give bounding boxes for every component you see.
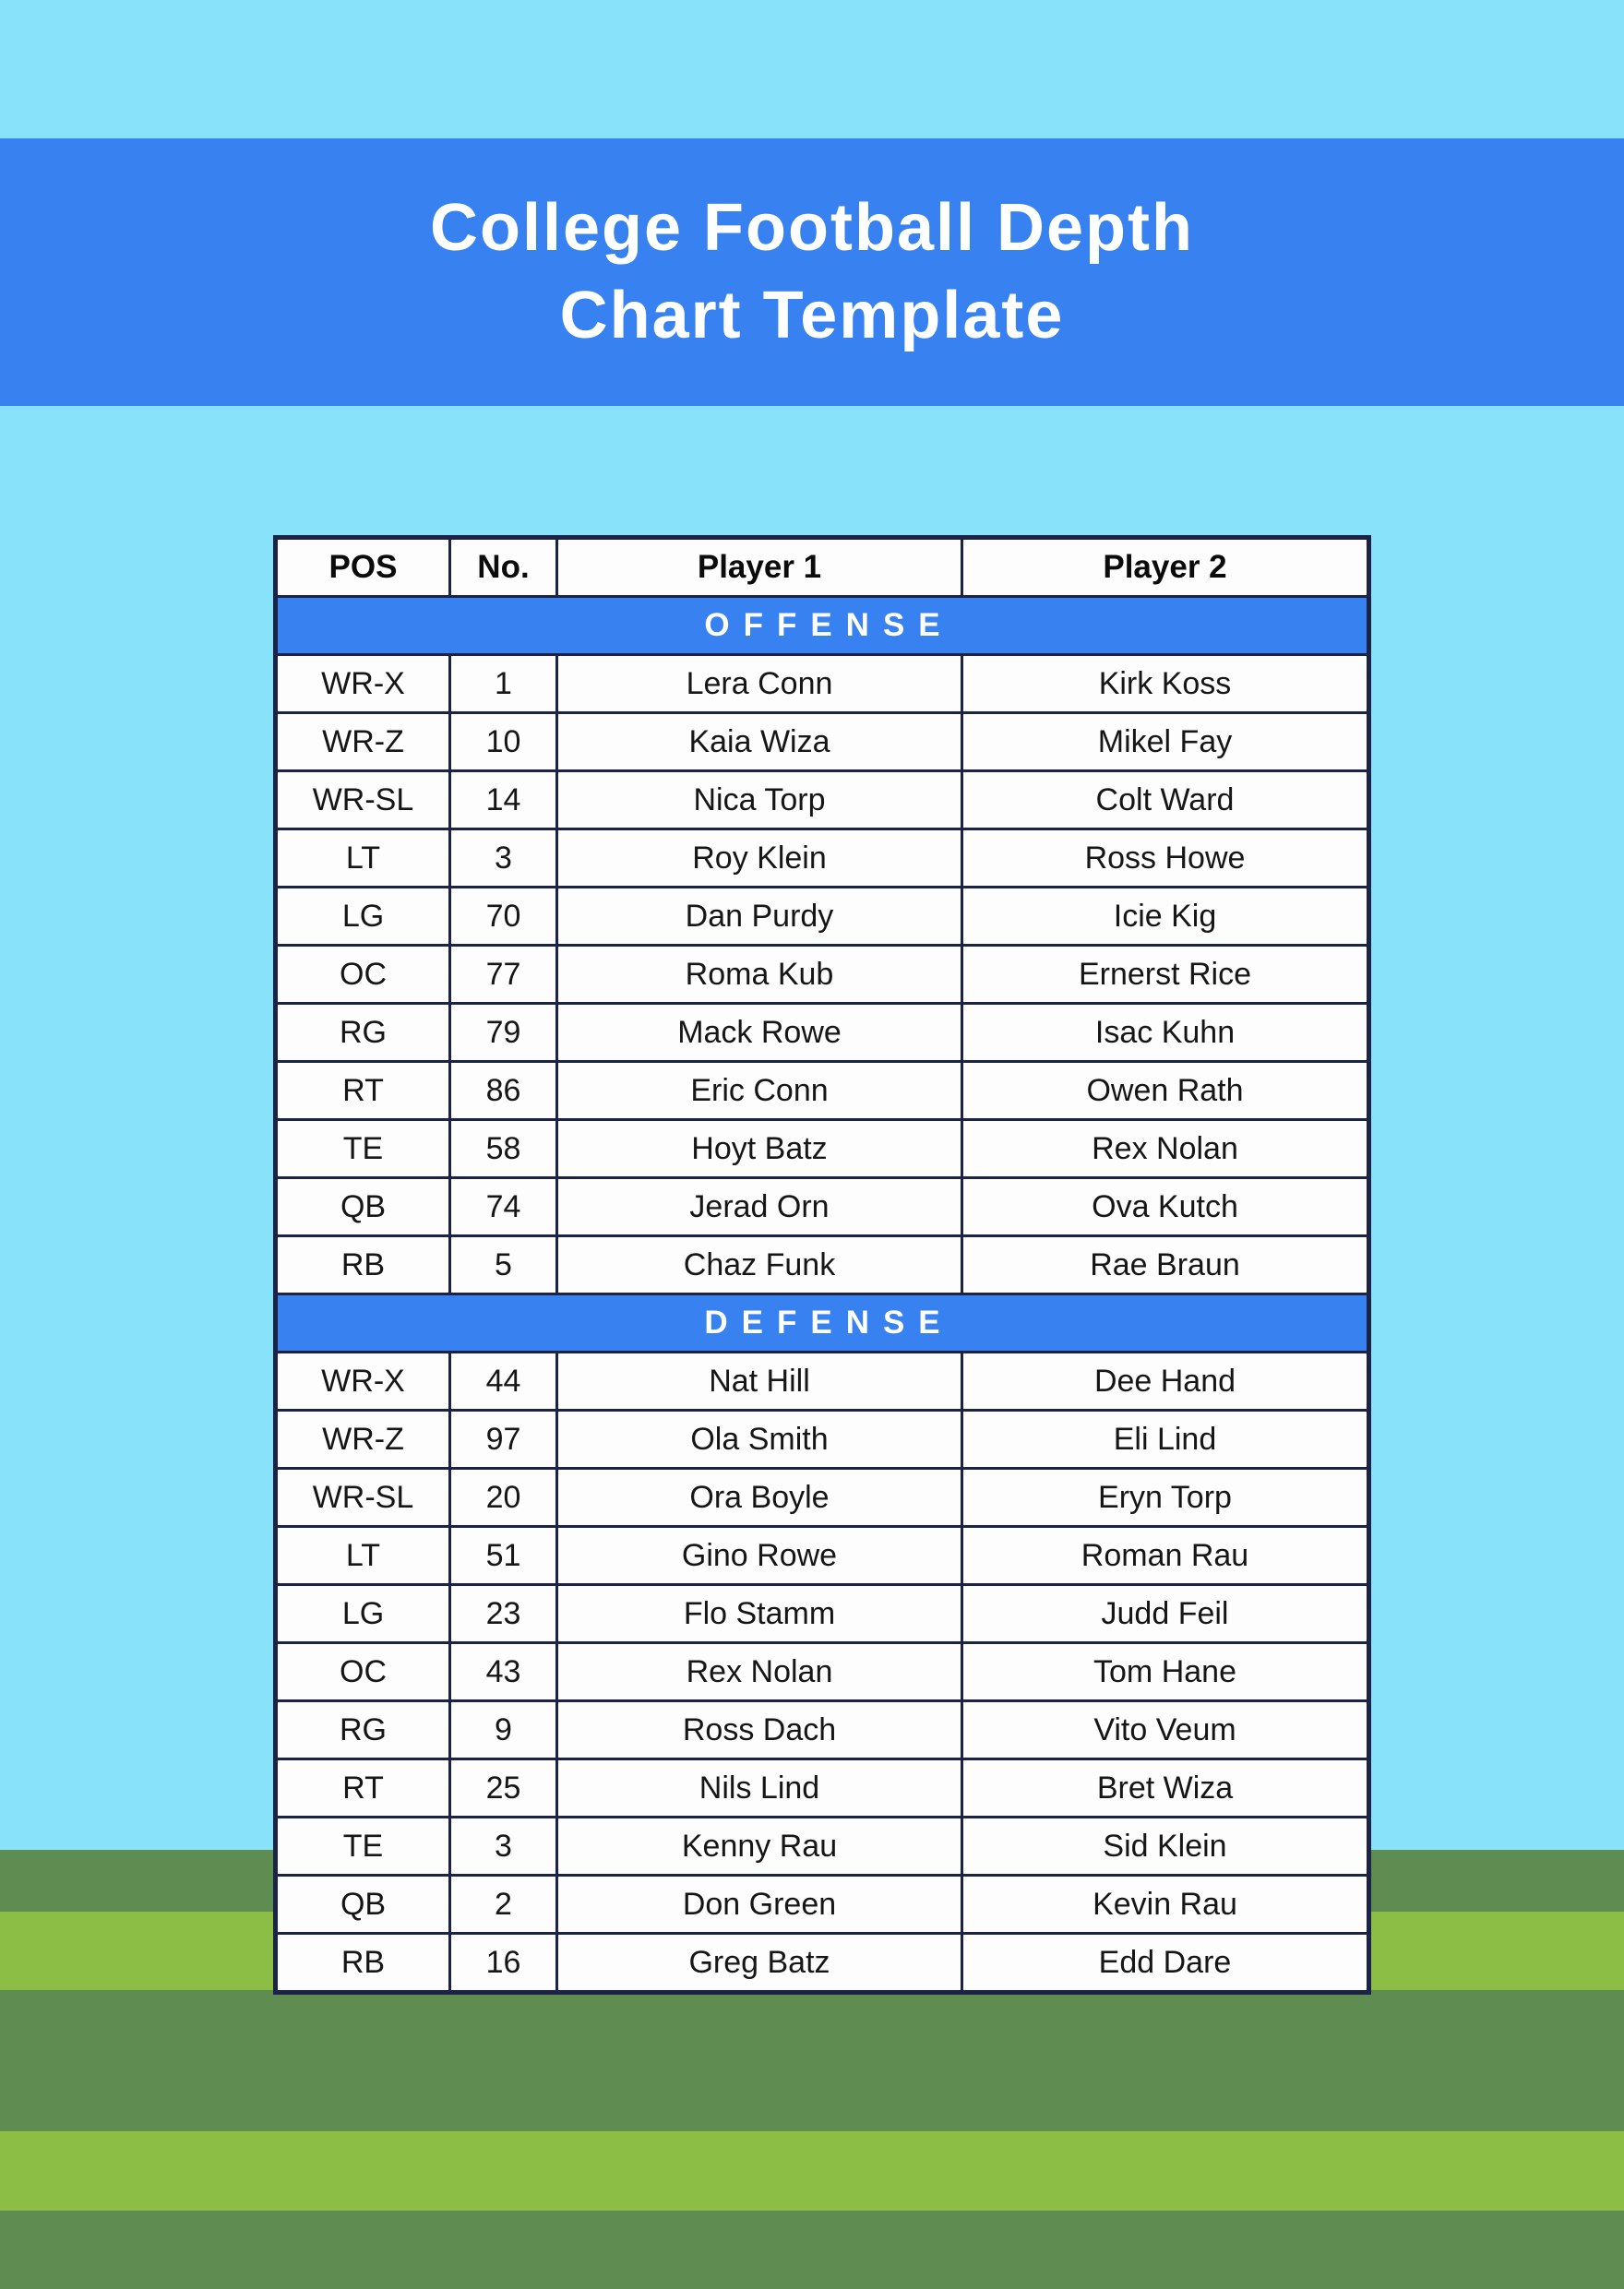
pos-cell: RG (276, 1701, 450, 1759)
player1-cell: Ola Smith (557, 1411, 962, 1469)
player2-cell: Rae Braun (962, 1236, 1369, 1294)
player1-cell: Eric Conn (557, 1062, 962, 1120)
field-stripe-5 (0, 2211, 1624, 2289)
player1-cell: Gino Rowe (557, 1527, 962, 1585)
player1-cell: Rex Nolan (557, 1643, 962, 1701)
no-cell: 10 (450, 713, 557, 771)
pos-cell: RG (276, 1004, 450, 1062)
pos-cell: QB (276, 1178, 450, 1236)
no-cell: 2 (450, 1876, 557, 1934)
column-header-player1: Player 1 (557, 538, 962, 597)
table-row (276, 1701, 1369, 1759)
table-row (276, 655, 1369, 713)
no-cell: 74 (450, 1178, 557, 1236)
table-row (276, 1062, 1369, 1120)
pos-cell: RB (276, 1934, 450, 1993)
no-cell: 43 (450, 1643, 557, 1701)
pos-cell: WR-Z (276, 1411, 450, 1469)
player1-cell: Flo Stamm (557, 1585, 962, 1643)
title-banner (0, 138, 1624, 406)
no-cell: 79 (450, 1004, 557, 1062)
section-row (276, 597, 1369, 655)
pos-cell: WR-X (276, 1353, 450, 1411)
column-header-no: No. (450, 538, 557, 597)
depth-table-body (276, 597, 1369, 1993)
table-row (276, 829, 1369, 888)
player1-cell: Roma Kub (557, 946, 962, 1004)
table-row (276, 946, 1369, 1004)
pos-cell: RB (276, 1236, 450, 1294)
pos-cell: WR-SL (276, 1469, 450, 1527)
section-row (276, 1294, 1369, 1353)
no-cell: 5 (450, 1236, 557, 1294)
field-stripe-4 (0, 2131, 1624, 2211)
table-row (276, 771, 1369, 829)
player2-cell: Vito Veum (962, 1701, 1369, 1759)
section-header-offense: OFFENSE (276, 597, 1369, 655)
no-cell: 86 (450, 1062, 557, 1120)
player2-cell: Kirk Koss (962, 655, 1369, 713)
table-row (276, 713, 1369, 771)
player2-cell: Judd Feil (962, 1585, 1369, 1643)
player2-cell: Ross Howe (962, 829, 1369, 888)
table-row (276, 1759, 1369, 1818)
no-cell: 44 (450, 1353, 557, 1411)
player1-cell: Nils Lind (557, 1759, 962, 1818)
table-row (276, 1643, 1369, 1701)
player1-cell: Jerad Orn (557, 1178, 962, 1236)
pos-cell: RT (276, 1062, 450, 1120)
player1-cell: Hoyt Batz (557, 1120, 962, 1178)
player2-cell: Mikel Fay (962, 713, 1369, 771)
player2-cell: Colt Ward (962, 771, 1369, 829)
pos-cell: OC (276, 946, 450, 1004)
section-header-defense: DEFENSE (276, 1294, 1369, 1353)
player2-cell: Sid Klein (962, 1818, 1369, 1876)
table-row (276, 1236, 1369, 1294)
pos-cell: WR-X (276, 655, 450, 713)
table-row (276, 1818, 1369, 1876)
no-cell: 16 (450, 1934, 557, 1993)
pos-cell: LT (276, 1527, 450, 1585)
player1-cell: Nica Torp (557, 771, 962, 829)
pos-cell: LG (276, 1585, 450, 1643)
no-cell: 3 (450, 829, 557, 888)
table-row (276, 888, 1369, 946)
player2-cell: Eli Lind (962, 1411, 1369, 1469)
column-header-player2: Player 2 (962, 538, 1369, 597)
no-cell: 14 (450, 771, 557, 829)
field-stripe-3 (0, 1990, 1624, 2131)
no-cell: 51 (450, 1527, 557, 1585)
player1-cell: Lera Conn (557, 655, 962, 713)
pos-cell: WR-Z (276, 713, 450, 771)
table-row (276, 1178, 1369, 1236)
player1-cell: Ora Boyle (557, 1469, 962, 1527)
player2-cell: Tom Hane (962, 1643, 1369, 1701)
no-cell: 58 (450, 1120, 557, 1178)
no-cell: 97 (450, 1411, 557, 1469)
player2-cell: Icie Kig (962, 888, 1369, 946)
player2-cell: Ova Kutch (962, 1178, 1369, 1236)
player2-cell: Dee Hand (962, 1353, 1369, 1411)
table-row (276, 1469, 1369, 1527)
no-cell: 9 (450, 1701, 557, 1759)
pos-cell: RT (276, 1759, 450, 1818)
table-row (276, 1527, 1369, 1585)
no-cell: 77 (450, 946, 557, 1004)
player2-cell: Isac Kuhn (962, 1004, 1369, 1062)
pos-cell: WR-SL (276, 771, 450, 829)
table-row (276, 1876, 1369, 1934)
page-title-line-1: College Football Depth (430, 191, 1194, 265)
pos-cell: OC (276, 1643, 450, 1701)
table-row (276, 1120, 1369, 1178)
no-cell: 70 (450, 888, 557, 946)
player2-cell: Rex Nolan (962, 1120, 1369, 1178)
page-title-line-2: Chart Template (559, 279, 1065, 352)
pos-cell: LG (276, 888, 450, 946)
player2-cell: Owen Rath (962, 1062, 1369, 1120)
player2-cell: Bret Wiza (962, 1759, 1369, 1818)
pos-cell: QB (276, 1876, 450, 1934)
player1-cell: Don Green (557, 1876, 962, 1934)
table-row (276, 1004, 1369, 1062)
column-header-pos: POS (276, 538, 450, 597)
no-cell: 20 (450, 1469, 557, 1527)
no-cell: 25 (450, 1759, 557, 1818)
pos-cell: TE (276, 1818, 450, 1876)
player1-cell: Ross Dach (557, 1701, 962, 1759)
table-row (276, 1411, 1369, 1469)
player1-cell: Greg Batz (557, 1934, 962, 1993)
pos-cell: TE (276, 1120, 450, 1178)
table-row (276, 1934, 1369, 1993)
depth-chart-table (273, 535, 1371, 1995)
player1-cell: Nat Hill (557, 1353, 962, 1411)
player1-cell: Kenny Rau (557, 1818, 962, 1876)
player2-cell: Roman Rau (962, 1527, 1369, 1585)
table-row (276, 1585, 1369, 1643)
player2-cell: Edd Dare (962, 1934, 1369, 1993)
player1-cell: Roy Klein (557, 829, 962, 888)
pos-cell: LT (276, 829, 450, 888)
player1-cell: Kaia Wiza (557, 713, 962, 771)
player1-cell: Chaz Funk (557, 1236, 962, 1294)
no-cell: 23 (450, 1585, 557, 1643)
player2-cell: Eryn Torp (962, 1469, 1369, 1527)
table-row (276, 1353, 1369, 1411)
player2-cell: Ernerst Rice (962, 946, 1369, 1004)
player1-cell: Mack Rowe (557, 1004, 962, 1062)
table-header-row (276, 538, 1369, 597)
no-cell: 1 (450, 655, 557, 713)
player1-cell: Dan Purdy (557, 888, 962, 946)
no-cell: 3 (450, 1818, 557, 1876)
player2-cell: Kevin Rau (962, 1876, 1369, 1934)
page-title (430, 185, 1194, 360)
